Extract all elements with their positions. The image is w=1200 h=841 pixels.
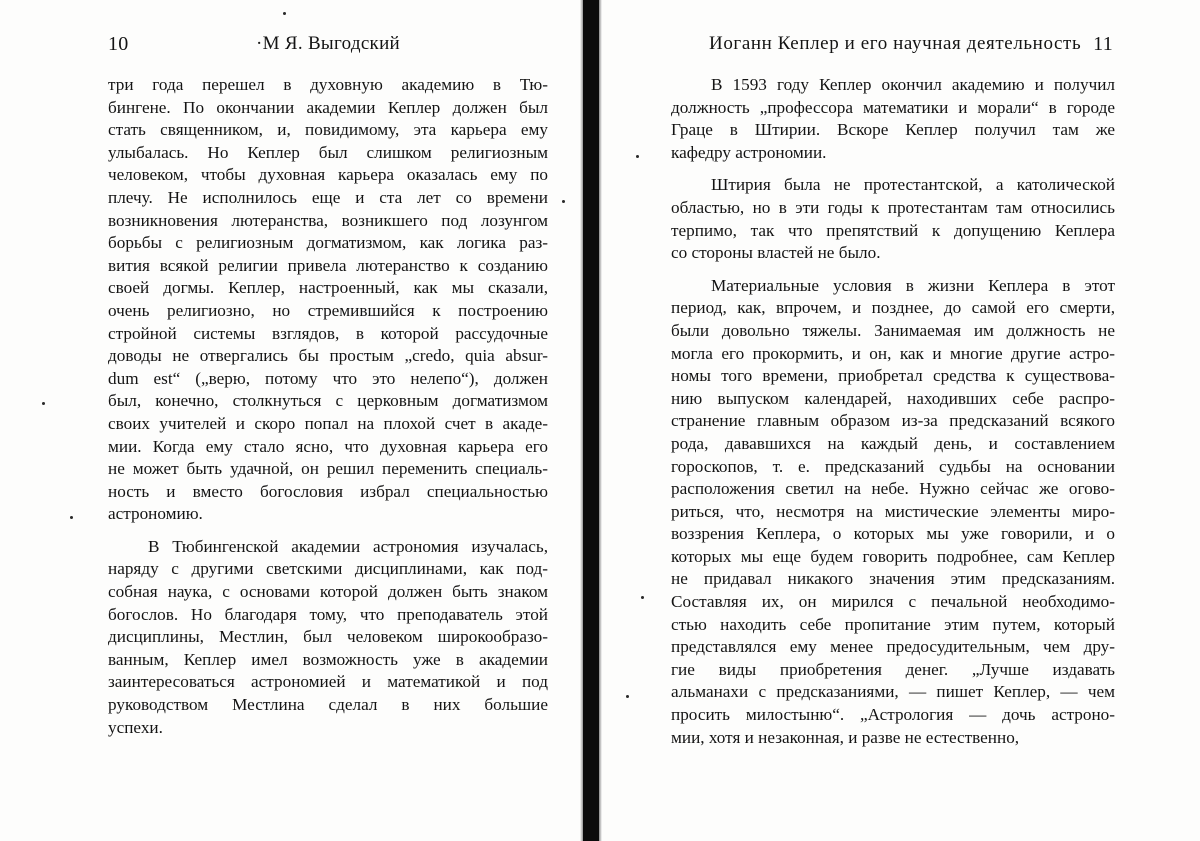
text-line: воззрения Кеплера, о которых мы уже говорили, и о: [671, 524, 1115, 544]
paragraph: [671, 74, 1115, 164]
text-line: человеком, чтобы духовная карьера оказалась ему по: [108, 165, 548, 185]
text-line: со стороны властей не было.: [671, 243, 881, 263]
paragraph-gap: [108, 526, 548, 536]
text-line: улыбалась. Но Кеплер был слишком религиозным: [108, 142, 548, 162]
paragraph: [108, 536, 548, 739]
scan-speck: [283, 12, 286, 15]
text-line: расположения светил на небе. Нужно сейчас же огово-: [671, 479, 1115, 499]
text-line: Составляя их, он мирился с печальной необходимо-: [671, 592, 1115, 612]
text-line: нию выпуском календарей, находивших себе распро-: [671, 388, 1115, 408]
scan-speck: [636, 155, 639, 158]
paragraph-gap: [671, 265, 1115, 275]
text-line: мии, хотя и незаконная, и разве не естественно,: [671, 727, 1020, 747]
paragraph-gap: [671, 164, 1115, 174]
text-line: плечу. Не исполнилось еще и ста лет со времени: [108, 187, 548, 207]
right-running-head: [671, 33, 1115, 59]
text-line: были довольно тяжелы. Занимаемая им должность не: [671, 320, 1115, 340]
text-line: альманахи с предсказаниями, — пишет Кеплер, — чем: [671, 682, 1115, 702]
scan-speck: [626, 695, 629, 698]
text-line: своей догмы. Кеплер, настроенный, как мы сказали,: [108, 278, 548, 298]
text-line: ность и вместо богословия избрал специальностью: [108, 481, 548, 501]
text-line: гие виды приобретения денег. „Лучше издавать: [671, 659, 1115, 679]
text-line: возникновения лютеранства, возникшего под лозунгом: [108, 210, 548, 230]
text-line: не придавал никакого значения этим предсказаниям.: [671, 569, 1115, 589]
text-line: гороскопов, т. е. предсказаний судьбы на основании: [671, 456, 1115, 476]
text-line: номы того времени, приобретал средства к существова-: [671, 366, 1115, 386]
right-page-number: 11: [1093, 33, 1113, 55]
text-line: рода, дававшихся на каждый день, и составлением: [671, 433, 1115, 453]
text-line: мии. Когда ему стало ясно, что духовная карьера его: [108, 436, 548, 456]
text-line: был, конечно, столкнуться с церковным догматизмом: [108, 391, 548, 411]
text-line: могла его прокормить, и он, как и многие другие астро-: [671, 343, 1115, 363]
left-running-head: [108, 33, 548, 59]
text-line: представлялся ему менее предосудительным, чем дру-: [671, 637, 1115, 657]
text-line: должность „профессора математики и морали“ в городе: [671, 97, 1115, 117]
scan-speck: [562, 200, 565, 203]
right-body-text: [671, 74, 1115, 749]
text-line: стройной системы взглядов, в которой рассудочные: [108, 323, 548, 343]
paragraph: [671, 275, 1115, 749]
scan-speck: [641, 596, 644, 599]
text-line: заинтересоваться астрономией и математикой и под: [108, 672, 548, 692]
right-running-title: Иоганн Кеплер и его научная деятельность: [709, 33, 1082, 54]
left-body-text: [108, 74, 548, 739]
text-line: терпимо, так что препятствий к допущению Кеплера: [671, 220, 1115, 240]
left-running-title: ·М Я. Выгодский: [256, 33, 401, 54]
text-line: странение главным образом из-за предсказаний всякого: [671, 411, 1115, 431]
text-line: ванным, Кеплер имел возможность уже в академии: [108, 649, 548, 669]
text-line: наряду с другими светскими дисциплинами, как под-: [108, 559, 548, 579]
text-line: риться, что, несмотря на мистические элементы миро-: [671, 501, 1115, 521]
text-line: Штирия была не протестантской, а католической: [711, 175, 1115, 195]
text-line: три года перешел в духовную академию в Тю-: [108, 75, 548, 94]
scan-speck: [70, 516, 73, 519]
text-line: богослов. Но благодаря тому, что преподаватель этой: [108, 604, 548, 624]
text-line: В 1593 году Кеплер окончил академию и получил: [711, 75, 1115, 94]
text-line: которых мы еще будем говорить подробнее, сам Кеплер: [671, 546, 1115, 566]
text-line: период, как, впрочем, и позднее, до самой его смерти,: [671, 298, 1115, 318]
text-line: стью находить себе пропитание этим путем, который: [671, 614, 1115, 634]
text-line: кафедру астрономии.: [671, 142, 827, 162]
text-line: собная наука, с основами которой должен быть знаком: [108, 582, 548, 602]
text-line: dum est“ („верю, потому что это нелепо“), должен: [108, 368, 548, 388]
text-line: стать священником, и, повидимому, эта карьера ему: [108, 120, 548, 140]
gutter-shadow-right: [599, 0, 602, 841]
text-line: астрономию.: [108, 504, 203, 524]
text-line: Граце в Штирии. Вскоре Кеплер получил там же: [671, 120, 1115, 140]
paragraph: [671, 174, 1115, 264]
text-line: руководством Местлина сделал в них большие: [108, 695, 548, 715]
text-line: своих учителей и скоро попал на плохой счет в акаде-: [108, 413, 548, 433]
scan-speck: [42, 402, 45, 405]
text-line: бингене. По окончании академии Кеплер должен был: [108, 97, 548, 117]
text-line: Материальные условия в жизни Кеплера в этот: [711, 275, 1115, 295]
text-line: борьбы с религиозным догматизмом, как логика раз-: [108, 233, 548, 253]
text-line: дисциплины, Местлин, был человеком широкообразо-: [108, 627, 548, 647]
text-line: очень религиозно, но стремившийся к построению: [108, 300, 548, 320]
text-line: областью, но в эти годы к протестантам там относились: [671, 197, 1115, 217]
paragraph: [108, 74, 548, 526]
text-line: В Тюбингенской академии астрономия изучалась,: [148, 536, 548, 556]
text-line: просить милостыню“. „Астрология — дочь астроно-: [671, 705, 1115, 725]
text-line: успехи.: [108, 717, 163, 737]
text-line: не может быть удачной, он решил переменить специаль-: [108, 459, 548, 479]
book-gutter: [583, 0, 599, 841]
left-page-number: 10: [108, 33, 129, 55]
text-line: вития всякой религии привела лютеранство к созданию: [108, 255, 548, 275]
text-line: доводы не отвергались бы простым „credo, quia absur-: [108, 346, 548, 366]
